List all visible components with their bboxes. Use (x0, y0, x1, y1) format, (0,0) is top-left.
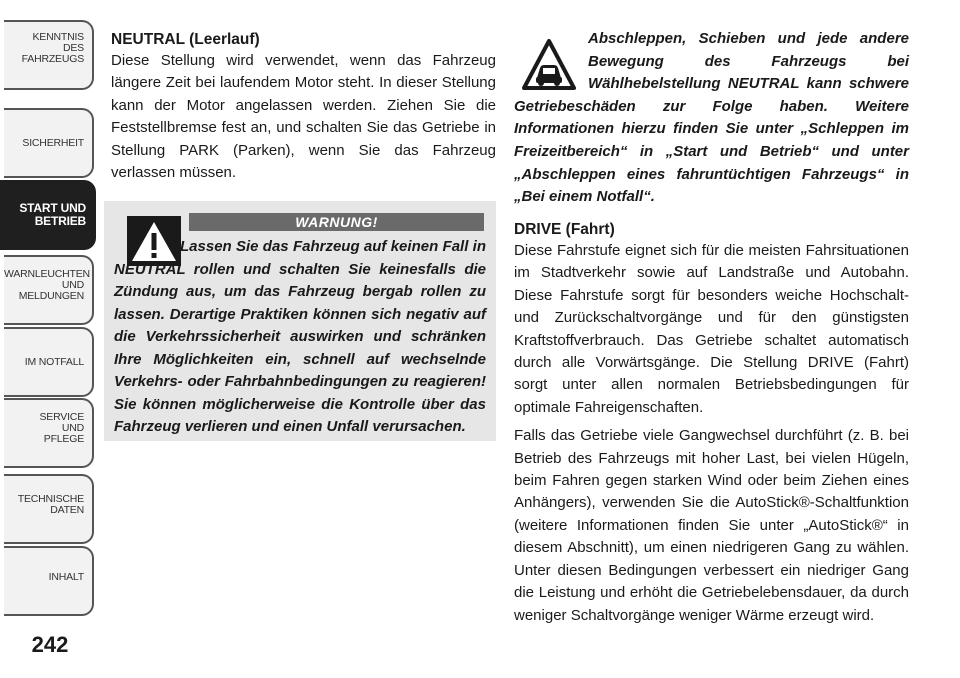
warning-box (104, 201, 496, 441)
tab-inhalt[interactable] (4, 546, 94, 616)
neutral-heading: NEUTRAL (Leerlauf) (111, 31, 260, 48)
caution-text-content: Abschleppen, Schieben und jede andere Bewegung des Fahrzeugs bei Wählhebelstellung NEUTRAL kann schwere Getriebeschäden zur Folge haben. Weitere Informationen hierzu finden Sie unter „Schleppen im Freizeitbereich“ in „Start und Betrieb“ und unter „Abschleppen eines fahruntüchtigen Fahrzeugs“ in „Bei einem Notfall“. (514, 30, 909, 206)
drive-paragraph-2: Falls das Getriebe viele Gangwechsel durchführt (z. B. bei Betrieb des Fahrzeugs mit hoher Last, bei vielen Hügeln, beim Fahren gegen starken Wind oder beim Ziehen eines Anhängers), verwenden Sie die AutoStick®-Schaltfunktion (weitere Informationen finden Sie unter „AutoStick®“ in diesem Abschnitt), um einen niedrigeren Gang zu wählen. Unter diesen Bedingungen verbessert ein niedriger Gang die Leistung und erhöht die Getriebelebensdauer, da durch weniger Schaltvorgänge weniger Wärme erzeugt wird. (514, 427, 909, 624)
warning-text-content: Lassen Sie das Fahrzeug auf keinen Fall in NEUTRAL rollen und schalten Sie keinesfalls die Zündung aus, um das Fahrzeug bergab rollen zu lassen. Derartige Praktiken können sich negativ auf die Verkehrssicherheit auswirken und schränken Ihre Möglichkeiten ein, schnell auf wechselnde Verkehrs- oder Fahrbahnbedingungen zu reagieren! Sie können möglicherweise die Kontrolle über das Fahrzeug verlieren und einen Unfall verursachen. (114, 238, 486, 436)
right-column (514, 30, 909, 627)
tab-im-notfall[interactable] (4, 327, 94, 397)
tab-warnleuchten-und-meldungen[interactable] (4, 255, 94, 325)
page-number: 242 (31, 632, 69, 657)
tab-service-und-pflege[interactable] (4, 398, 94, 468)
tab-technische-daten[interactable] (4, 474, 94, 544)
caution-notice (514, 28, 909, 208)
tab-kenntnis-des-fahrzeugs[interactable] (4, 20, 94, 90)
chapter-sidebar (0, 0, 100, 678)
drive-section (514, 220, 909, 627)
left-column (111, 30, 496, 441)
tab-label: TECHNISCHE DATEN (17, 493, 84, 516)
drive-heading: DRIVE (Fahrt) (514, 221, 615, 238)
tab-label: SERVICE UND PFLEGE (39, 411, 84, 445)
warning-text (114, 236, 486, 439)
tab-start-und-betrieb[interactable] (0, 180, 96, 250)
tab-label: START UND BETRIEB (19, 201, 86, 228)
tab-label: INHALT (48, 571, 84, 583)
neutral-paragraph: Diese Stellung wird verwendet, wenn das Fahrzeug längere Zeit bei laufendem Motor steht. In dieser Stellung kann der Motor angelassen werden. Ziehen Sie die Feststellbremse fest an, und schalten Sie das Getriebe in Stellung PARK (Parken), wenn Sie das Fahrzeug verlassen müssen. (111, 52, 496, 182)
tab-sicherheit[interactable] (4, 108, 94, 178)
warning-header: WARNUNG! (189, 213, 484, 231)
tab-label: KENNTNIS DES FAHRZEUGS (21, 31, 84, 65)
tab-label: WARNLEUCHTEN UND MELDUNGEN (4, 268, 90, 302)
tab-label: SICHERHEIT (22, 137, 84, 149)
vehicle-caution-triangle-icon (522, 38, 576, 98)
drive-paragraph-1: Diese Fahrstufe eignet sich für die meisten Fahrsituationen im Stadtverkehr sowie auf Landstraße und Autobahn. Diese Fahrstufe sorgt für besonders weiche Hochschalt- und Zurückschaltvorgänge und für den günstigsten Kraftstoffverbrauch. Das Getriebe schaltet automatisch durch alle Vorwärtsgänge. Die Stellung DRIVE (Fahrt) sorgt unter allen normalen Betriebsbedingungen für optimale Fahreigenschaften. (514, 242, 909, 416)
tab-label: IM NOTFALL (24, 356, 84, 368)
